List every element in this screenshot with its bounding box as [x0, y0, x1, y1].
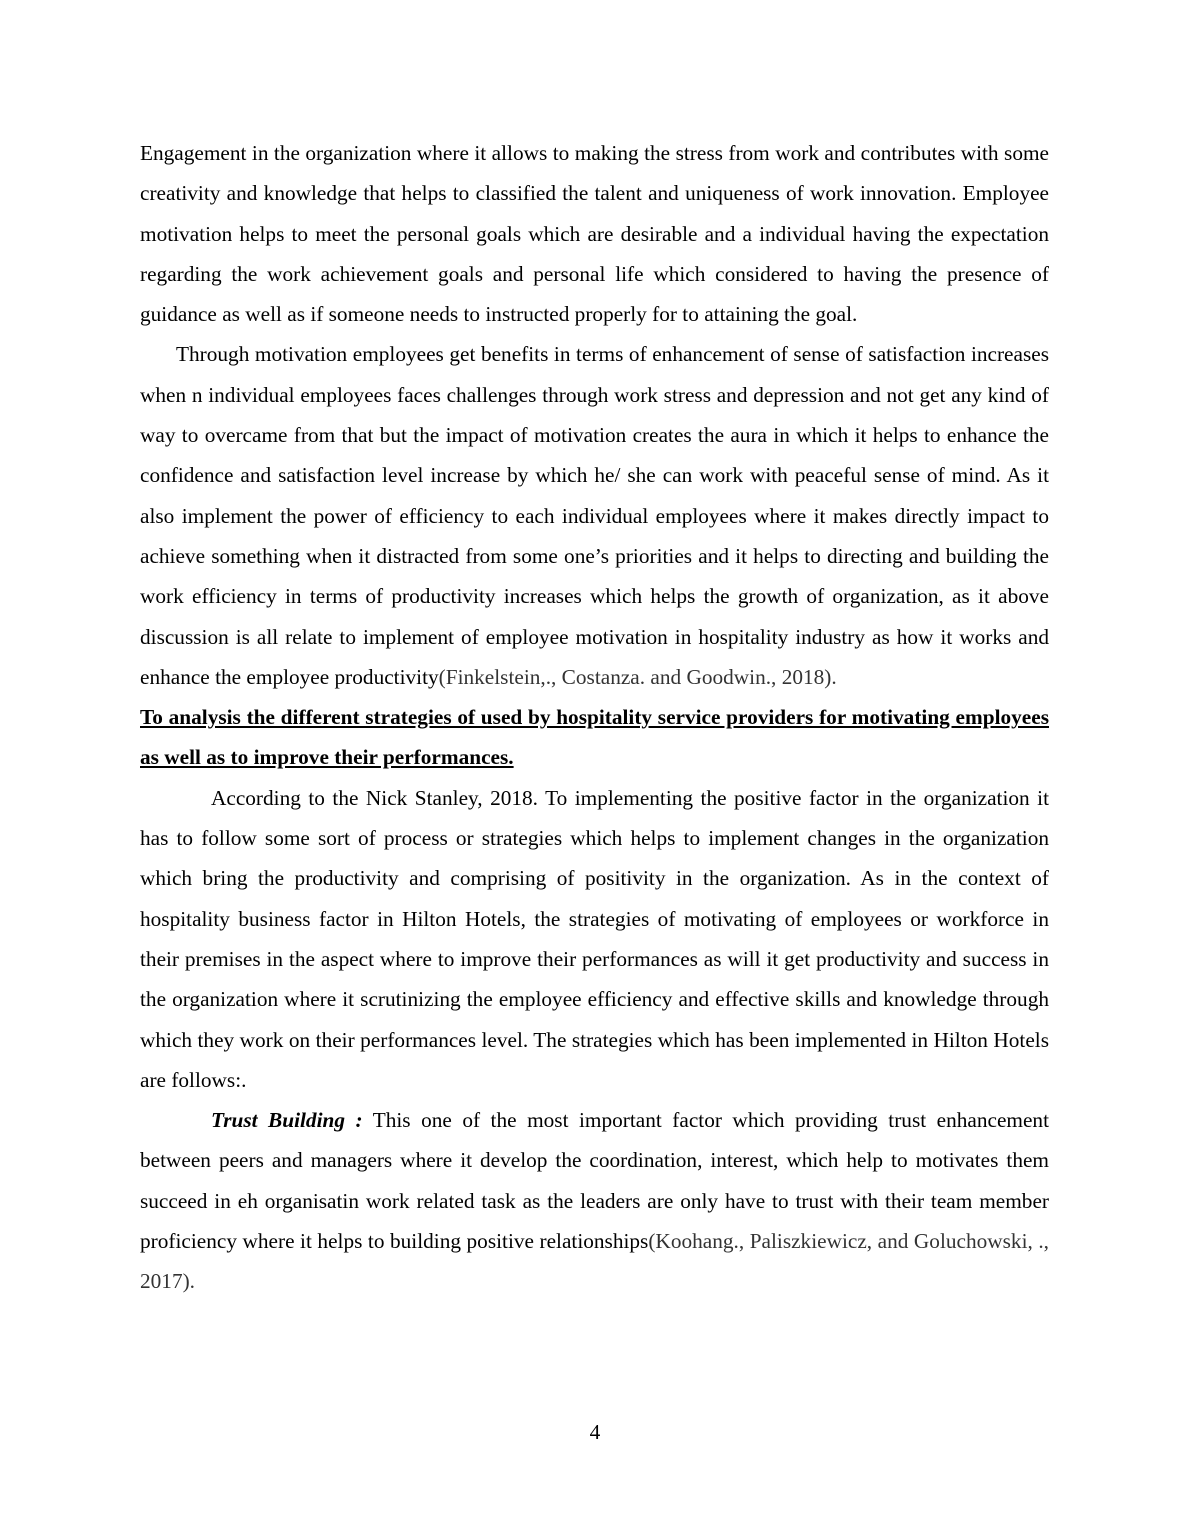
citation-koohang: (Koohang., Paliszkiewicz, and Goluchowski, ., 2017).	[140, 1229, 1049, 1294]
trust-building-lead: Trust Building :	[211, 1108, 363, 1133]
paragraph-engagement-text: Engagement in the organization where it allows to making the stress from work and contributes with some creativity and knowledge that helps to classified the talent and uniqueness of work innovation. Employee motivation helps to meet the personal goals which are desirable and a individual having the expectation regarding the work achievement goals and personal life which considered to having the presence of guidance as well as if someone needs to instructed properly for to attaining the goal.	[140, 141, 1049, 327]
paragraph-motivation-benefits-text: Through motivation employees get benefits in terms of enhancement of sense of satisfaction increases when n individual employees faces challenges through work stress and depression and not get any kind of way to overcame from that but the impact of motivation creates the aura in which it helps to enhance the confidence and satisfaction level increase by which he/ she can work with peaceful sense of mind. As it also implement the power of efficiency to each individual employees where it makes directly impact to achieve something when it distracted from some one’s priorities and it helps to directing and building the work efficiency in terms of productivity increases which helps the growth of organization, as it above discussion is all relate to implement of employee motivation in hospitality industry as how it works and enhance the employee productivity	[140, 342, 1049, 689]
paragraph-trust-building	[140, 1100, 1049, 1301]
paragraph-trust-building-text: This one of the most important factor which providing trust enhancement between peers and managers where it develop the coordination, interest, which help to motivates them succeed in eh organisatin work related task as the leaders are only have to trust with their team member proficiency where it helps to building positive relationships	[140, 1108, 1049, 1254]
paragraph-motivation-benefits	[140, 334, 1049, 697]
section-heading-text: To analysis the different strategies of used by hospitality service providers for motivating employees as well as to improve their performances.	[140, 705, 1049, 770]
document-page	[140, 133, 1049, 1302]
citation-finkelstein: (Finkelstein,., Costanza. and Goodwin., 2018).	[438, 664, 837, 689]
section-heading	[140, 697, 1049, 778]
page-number: 4	[589, 1420, 601, 1444]
paragraph-engagement	[140, 133, 1049, 334]
paragraph-strategies-text: According to the Nick Stanley, 2018. To implementing the positive factor in the organization it has to follow some sort of process or strategies which helps to implement changes in the organization which bring the productivity and comprising of positivity in the organization. As in the context of hospitality business factor in Hilton Hotels, the strategies of motivating of employees or workforce in their premises in the aspect where to improve their performances as will it get productivity and success in the organization where it scrutinizing the employee efficiency and effective skills and knowledge through which they work on their performances level. The strategies which has been implemented in Hilton Hotels are follows:.	[140, 785, 1049, 1092]
paragraph-strategies	[140, 778, 1049, 1100]
